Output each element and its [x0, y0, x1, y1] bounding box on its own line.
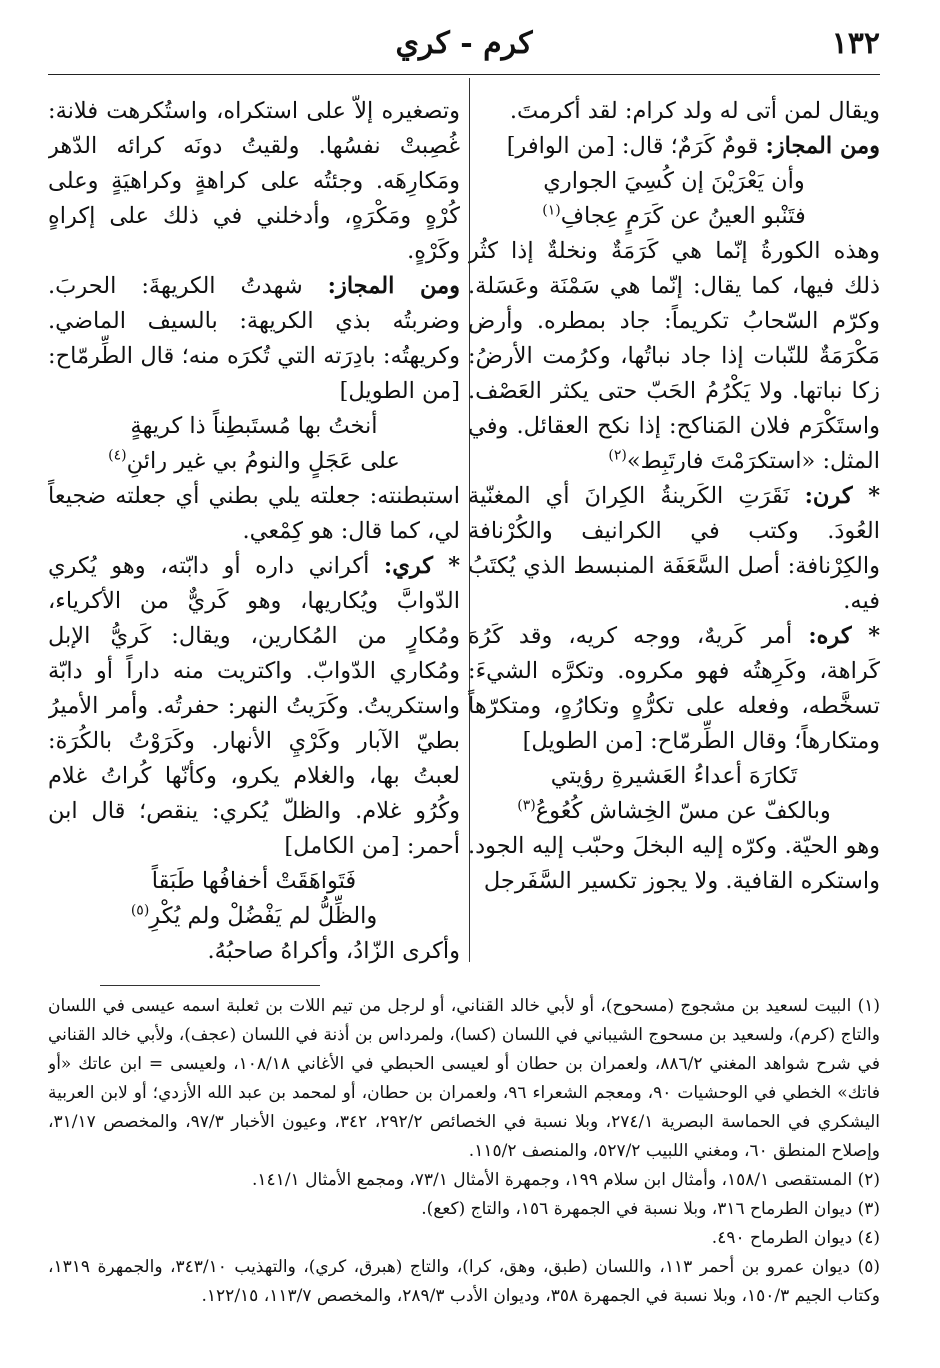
page-number: ١٣٢ [831, 26, 880, 61]
paragraph-text: وهذه الكورةُ إنّما هي كَرَمَةٌ ونخلةٌ إذا كثُر ذلك فيها، كما يقال: إنّما هي سَمْنَة وعَسَلة. وكرّم السّحابُ تكريماً: جاد بمطره. وأرض مَكْرَمَةٌ للنّبات إذا جاد نباتُها، وكرُمت الأرضُ: زكا نباتها. ولا يَكْرُمُ الحَبّ حتى يكثر العَصْف. واستَكْرَم فلان المَناكح: إذا نكح العقائل. وفي المثل: «استكرَمْتَ فارتَبِط» [468, 238, 880, 474]
verse-line [468, 199, 880, 234]
paragraph [468, 829, 880, 899]
paragraph-text: وأن يَعْرَيْنَ إن كُسِيَ الجواري [543, 168, 805, 194]
paragraph-text: وتصغيره إلاّ على استكراه، واستُكرهت فلانة: غُصِبتْ نفسُها. ولقيتُ دونَه كرائه الدّهر ومَكارِهَه. وجئتُه على كراهةٍ وكراهيَةٍ وعلى كُرْهٍ ومَكْرَهٍ، وأدخلني في ذلك على إكراهٍ وكَرْهٍ. [48, 98, 460, 264]
footnote: (١) البيت لسعيد بن مشجوج (مسحوح)، أو لأبي خالد القناني، أو لرجل من تيم اللات بن ثعلبة اسمه عيسى في اللسان والتاج (كرم)، ولسعيد بن مسحوج الشيباني في اللسان (كسا)، ولمرداس بن أذنة في اللسان (عجف)، ولأبي خالد القناني في شرح شواهد المغني ٨٨٦/٢، ولعمران بن حطان أو لعيسى الحبطي في الأغاني ١٠٨/١٨، ولعيسى = ابن عاتك «أو فاتك» الخطي في الوحشيات ٩٠، ومعجم الشعراء ٩٦، ولعمران بن حطان، أو لمحمد بن عبد الله الأزدي؛ أو لابن العربية اليشكري في الحماسة البصرية ٢٧٤/١، وبلا نسبة في الخصائص ٢٩٢/٢، ٣٤٢، وعيون الأخبار ٩٧/٣، والمخصص ٣١/١٧، وإصلاح المنطق ٦٠، ومغني اللبيب ٥٢٧/٢، والمنصف ١١٥/٢. [48, 996, 880, 1161]
verse-line [48, 444, 460, 479]
paragraph-text: وهو الحيّة. وكرّه إليه البخلَ وحبّب إليه الجود. واستكره القافية. ولا يجوز تكسير السَّفَرجل [468, 833, 880, 894]
paragraph-text: وبالكفّ عن مسّ الخِشاش كُعُوعُ [535, 798, 831, 824]
paragraph-text: نَقَرَتِ الكَرينةُ الكِرانَ أي المغنّية العُودَ. وكتب في الكرانيف والكُرْنافة والكِرْنافة: أصل السَّعَفَة المنبسط الذي يُكتَبُ فيه. [468, 483, 880, 614]
left-column [48, 94, 460, 974]
paragraph-text: ويقال لمن أتى له ولد كرام: لقد أكرمتَ. [509, 98, 880, 124]
footnote-marker: (٤) [108, 447, 127, 464]
paragraph-text: أكراني داره أو دابّته، وهو يُكري الدّوابَّ ويُكاريها، وهو كَريٌّ من الأكرياء، ومُكارٍ من المُكارين، ويقال: كَريُّ الإبل ومُكاري الدّوابّ. واكتريت منه داراً أو دابّة واستكريتُ. وكَرَيتُ النهر: حفرتُه. وأمر الأميرُ بطيّ الآبار وكَرْيِ الأنهار. وكَرَوْتُ بالكُرَة: لعبتُ بها، والغلام يكرو، وكأنّها كُراتُ غلام وكُرُو غلام. والظلّ يُكري: ينقص؛ قال ابن أحمر: [من الكامل] [48, 553, 460, 859]
verse-line [48, 899, 460, 934]
right-column [468, 94, 880, 974]
verse-line [468, 794, 880, 829]
paragraph [48, 269, 460, 409]
paragraph [48, 934, 460, 969]
footnote: (٢) المستقصى ١٥٨/١، وأمثال ابن سلام ١٩٩، وجمهرة الأمثال ٧٣/١، ومجمع الأمثال ١٤١/١. [252, 1170, 880, 1190]
paragraph [468, 129, 880, 164]
footnote-marker: (٥) [130, 902, 150, 919]
paragraph-text: على عَجَلٍ والنومُ بي غير رائنِ [126, 448, 400, 474]
paragraph [48, 549, 460, 864]
footnote: (٥) ديوان عمرو بن أحمر ١١٣، واللسان (طبق، وهق، كرا)، والتاج (هبرق، كري)، والتهذيب ٣٤٣/١٠، والجمهرة ١٣١٩، وكتاب الجيم ١٥٠/٣، وبلا نسبة في الجمهرة ٣٥٨، وديوان الأدب ٢٨٩/٣، والمخصص ١١٣/٧، ١٢٢/١٥. [48, 1257, 880, 1306]
paragraph-text: تَكارَهَ أعداءُ العَشيرةِ رؤيتي [550, 763, 798, 789]
paragraph-text: أمر كَريهٌ، ووجه كريه، وقد كَرُهَ كَراهة، وكَرِهتُه فهو مكروه. وتكرَّه الشيءَ: تسخَّطه، وفعله على تكرُّهٍ وتكارُهٍ، ومتكرّهاً ومتكارهاً؛ وقال الطِّرمّاح: [من الطويل] [468, 623, 880, 754]
verse-line [48, 864, 460, 899]
paragraph-text: أنختُ بها مُستَبطِناً ذا كريهةٍ [130, 413, 378, 439]
footnote-marker: (١) [542, 202, 561, 219]
paragraph-text: استبطنته: جعلته يلي بطني أي جعلته ضجيعاً لي، كما قال: هو كِمْعي. [48, 483, 460, 544]
paragraph-text: قومٌ كَرَمٌ؛ قال: [من الوافر] [506, 133, 766, 159]
paragraph-text: شهدتُ الكريهةَ: الحربَ. وضربتُه بذي الكريهة: بالسيف الماضي. وكريهتُه: بادِرَته التي تُكرَه منه؛ قال الطِّرمّاح: [من الطويل] [48, 273, 460, 404]
entry-heading: * كري: [383, 553, 460, 579]
header-rule [48, 74, 880, 75]
entry-heading: ومن المجاز: [765, 133, 880, 159]
footnotes [48, 992, 880, 1342]
verse-line [468, 164, 880, 199]
footnote: (٤) ديوان الطرماح ٤٩٠. [711, 1228, 880, 1248]
verse-line [48, 409, 460, 444]
entry-heading: * كرن: [804, 483, 880, 509]
paragraph-text: وأكرى الزّادُ، وأكراهُ صاحبُهُ. [207, 938, 460, 964]
page-header [48, 26, 880, 72]
footnote-rule [100, 985, 320, 986]
paragraph-text: والظِّلُّ لم يَفْضُلْ ولم يُكْرِ [149, 903, 378, 929]
paragraph [48, 479, 460, 549]
paragraph-text: فتَنْبو العينُ عن كَرَمٍ عِجافِ [560, 203, 806, 229]
paragraph [468, 619, 880, 759]
footnote: (٣) ديوان الطرماح ٣١٦، وبلا نسبة في الجمهرة ١٥٦، والتاج (كعع). [421, 1199, 880, 1219]
paragraph [468, 234, 880, 479]
paragraph-text: فَتَواهَقَتْ أخفافُها طَبَقاً [151, 868, 357, 894]
column-divider [469, 78, 470, 962]
running-title: كرم - كري [395, 26, 533, 61]
entry-heading: ومن المجاز: [327, 273, 460, 299]
footnote-marker: (٢) [608, 447, 627, 464]
paragraph [48, 94, 460, 269]
paragraph [468, 94, 880, 129]
paragraph [468, 479, 880, 619]
entry-heading: * كره: [808, 623, 880, 649]
verse-line [468, 759, 880, 794]
footnote-marker: (٣) [517, 797, 536, 814]
